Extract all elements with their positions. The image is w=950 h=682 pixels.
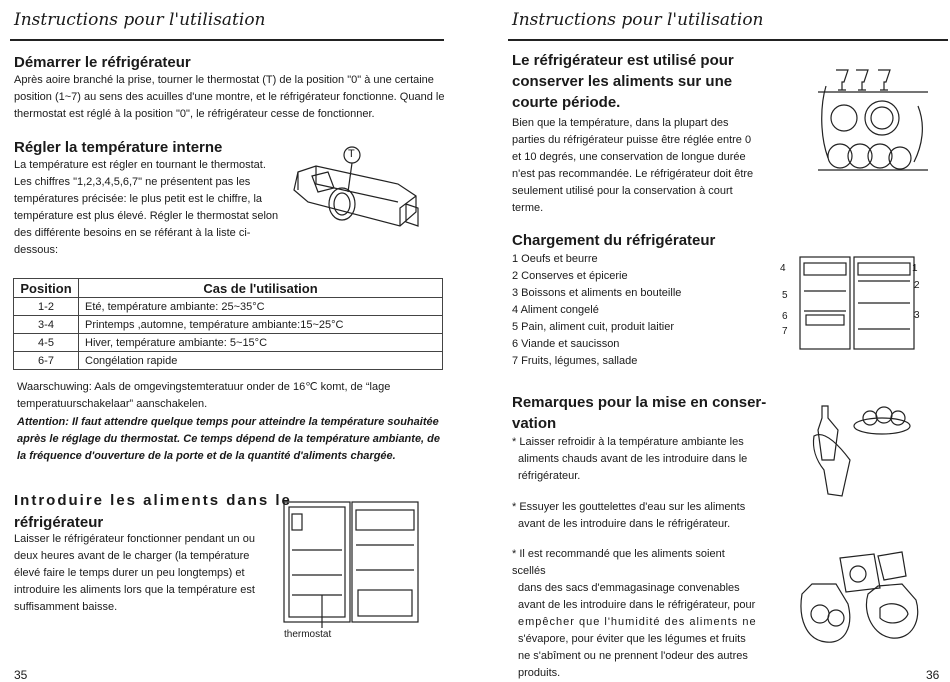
diagram-number: 1 [912,263,918,274]
text-line: ne s'abîment ou ne prennent l'odeur des autres [518,650,748,662]
table-header-usage: Cas de l'utilisation [79,279,443,298]
section-text-introduire [14,531,274,616]
page-number-right: 36 [926,668,940,682]
section-title-regler: Régler la température interne [14,139,223,156]
table-cell-usage: Eté, température ambiante: 25~35°C [79,298,443,316]
diagram-number: 4 [780,263,786,274]
text-line: terme. [512,202,544,214]
section-title-courte-periode [512,50,734,113]
diagram-number: 6 [782,311,788,322]
warning-note [17,379,447,413]
right-page-header: Instructions pour l'utilisation [512,10,764,30]
left-page-header: Instructions pour l'utilisation [14,10,266,30]
left-header-rule [10,39,444,41]
thermostat-t-label: T [348,148,355,160]
text-line: aliments chauds avant de les introduire dans le [518,453,748,465]
section-title-introduire-line2: réfrigérateur [14,514,104,531]
position-table [13,278,443,370]
title-line: courte période. [512,94,621,111]
text-line: position (1~7) au sens des acuilles d'une montre, et le réfrigérateur fonctionne. Quand le [14,91,445,103]
text-line: la fréquence d'ouverture de la porte et de la quantité d'aliments chargée. [17,450,396,462]
list-item: 4 Aliment congelé [512,304,599,316]
text-line: avant de les introduire dans le réfrigérateur, pour [518,599,756,611]
bottle-plate-illustration [808,400,918,500]
text-line: empêcher que l'humidité des aliments ne [518,616,757,628]
title-line: vation [512,415,557,432]
section-title-introduire: Introduire les aliments dans le [14,492,292,509]
bullet-item [512,546,760,682]
bullet-item [512,434,760,485]
list-item: 5 Pain, aliment cuit, produit laitier [512,321,675,333]
text-line: * Essuyer les gouttelettes d'eau sur les aliments [512,501,746,513]
sealed-bags-illustration [796,548,926,648]
text-line: élevé faire le temps durer un peu longtemps) et [14,567,245,579]
text-line: s'évapore, pour éviter que les légumes et fruits [518,633,746,645]
diagram-number: 7 [782,326,788,337]
table-row [14,334,443,352]
text-line: temperatuurschakelaar” aanschakelen. [17,398,208,410]
text-line: réfrigérateur. [518,470,581,482]
table-cell-usage: Congélation rapide [79,352,443,370]
text-line: deux heures avant de le charger (la température [14,550,250,562]
loading-list [512,251,752,370]
bullet-item [512,499,760,533]
thermostat-figure-label: thermostat [284,629,332,640]
text-line: introduire les aliments lors que la température est [14,584,255,596]
title-line: Remarques pour la mise en conser- [512,394,767,411]
table-cell-position: 6-7 [14,352,79,370]
table-row [14,298,443,316]
text-line: parties du réfrigérateur puisse être réglée entre 0 [512,134,752,146]
table-row [14,316,443,334]
section-text-regler [14,157,284,259]
text-line: et 10 degrés, une conservation de longue durée [512,151,746,163]
diagram-number: 3 [914,310,920,321]
text-line: Bien que la température, dans la plupart des [512,117,729,129]
table-header-position: Position [14,279,79,298]
list-item: 6 Viande et saucisson [512,338,620,350]
fridge-loading-diagram [798,255,918,355]
text-line: dessous: [14,244,59,256]
text-line: Attention: Il faut attendre quelque temps pour atteindre la température souhaitée [17,416,439,428]
section-title-remarques [512,392,766,434]
section-text-demarrer [14,72,454,123]
text-line: produits. [518,667,561,679]
table-cell-position: 1-2 [14,298,79,316]
table-header-row [14,279,443,298]
text-line: * Laisser refroidir à la température ambiante les [512,436,744,448]
table-cell-usage: Hiver, température ambiante: 5~15°C [79,334,443,352]
table-cell-position: 3-4 [14,316,79,334]
section-title-chargement: Chargement du réfrigérateur [512,232,716,249]
text-line: des différente besoins en se référant à la liste ci- [14,227,251,239]
text-line: dans des sacs d'emmagasinage convenables [518,582,740,594]
list-item: 3 Boissons et aliments en bouteille [512,287,682,299]
table-cell-usage: Printemps ,automne, température ambiante:15~25°C [79,316,443,334]
diagram-number: 5 [782,290,788,301]
list-item: 7 Fruits, légumes, sallade [512,355,638,367]
text-line: températures précisée: le plus petit est le chiffre, la [14,193,263,205]
text-line: n'est pas recommandée. Le réfrigérateur doit être [512,168,754,180]
text-line: Après aoire branché la prise, tourner le thermostat (T) de la position "0" à une certaine [14,74,434,86]
table-row [14,352,443,370]
table-cell-position: 4-5 [14,334,79,352]
text-line: thermostat est réglé à la position "0", le réfrigérateur cesse de fonctionner. [14,108,375,120]
text-line: seulement utilisé pour la conservation à court [512,185,733,197]
text-line: * Il est recommandé que les aliments soient scellés [512,548,725,577]
shelf-food-illustration [818,66,928,181]
fridge-open-illustration [282,500,422,630]
text-line: température est plus élevé. Régler le thermostat selon [14,210,279,222]
text-line: avant de les introduire dans le réfrigérateur. [518,518,731,530]
attention-note [17,414,447,465]
section-title-demarrer: Démarrer le réfrigérateur [14,54,191,71]
text-line: après le réglage du thermostat. Ce temps dépend de la température ambiante, de [17,433,441,445]
text-line: Waarschuwing: Aals de omgevingstemteratuur onder de 16℃ komt, de “lage [17,381,391,393]
text-line: Les chiffres "1,2,3,4,5,6,7" ne présentent pas les [14,176,251,188]
page-number-left: 35 [14,668,28,682]
text-line: La température est régler en tournant le thermostat. [14,159,266,171]
list-item: 1 Oeufs et beurre [512,253,598,265]
list-item: 2 Conserves et épicerie [512,270,628,282]
right-header-rule [508,39,948,41]
diagram-number: 2 [914,280,920,291]
thermostat-illustration [288,144,438,244]
title-line: Le réfrigérateur est utilisé pour [512,52,734,69]
title-line: conserver les aliments sur une [512,73,733,90]
text-line: Laisser le réfrigérateur fonctionner pendant un ou [14,533,255,545]
text-line: suffisamment baisse. [14,601,118,613]
section-text-courte-periode [512,115,782,217]
